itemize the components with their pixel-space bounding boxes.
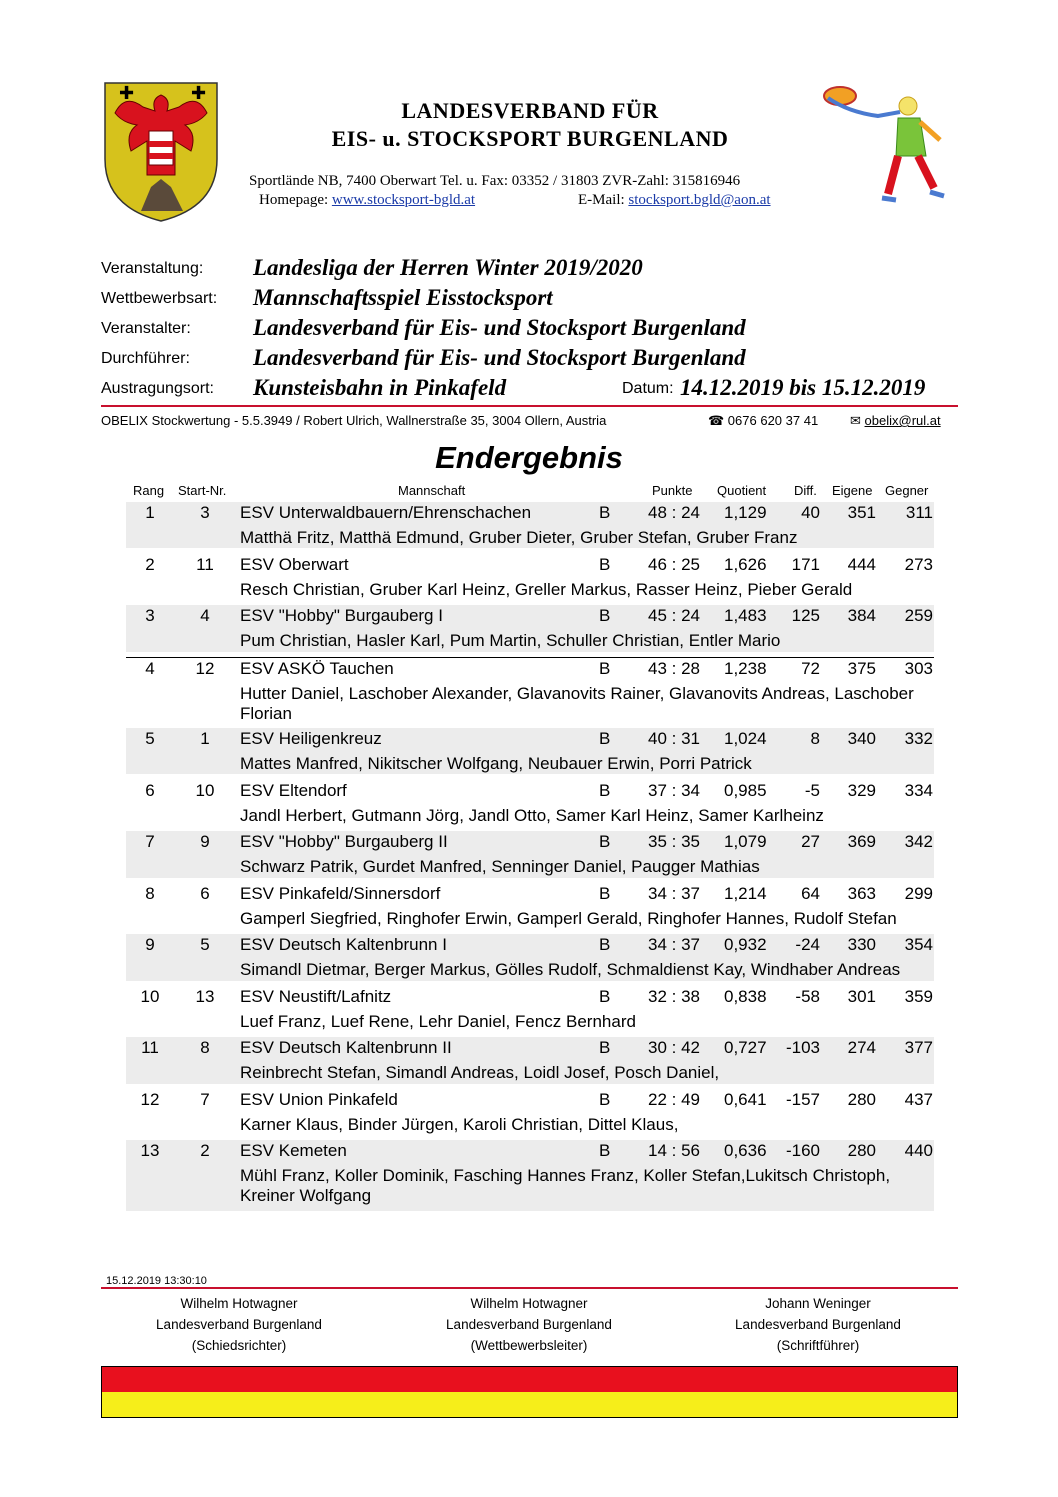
stock-player-icon: [818, 82, 958, 217]
svg-text:✚: ✚: [191, 83, 207, 104]
signature-org: Landesverband Burgenland: [446, 1317, 612, 1332]
cell-diff: -103: [785, 1038, 820, 1057]
cell-start: 3: [200, 503, 210, 522]
signature-org: Landesverband Burgenland: [735, 1317, 901, 1332]
cell-klasse: B: [599, 606, 611, 625]
cell-team: ESV Union Pinkafeld: [240, 1090, 398, 1109]
cell-gegner: 273: [904, 555, 933, 574]
veranstaltung-value: Landesliga der Herren Winter 2019/2020: [253, 255, 643, 280]
cell-quotient: 0,641: [724, 1090, 767, 1109]
email-link[interactable]: stocksport.bgld@aon.at: [628, 192, 771, 208]
header-address: Sportlände NB, 7400 Oberwart Tel. u. Fax: 03352 / 31803 ZVR-Zahl: 315816946: [249, 173, 741, 189]
results-title: Endergebnis: [435, 440, 623, 475]
cell-team: ESV "Hobby" Burgauberg I: [240, 606, 443, 625]
cell-punkte: 35 : 35: [648, 832, 700, 851]
cell-klasse: B: [599, 987, 611, 1006]
cell-team: ESV Deutsch Kaltenbrunn II: [240, 1038, 452, 1057]
team-members: Pum Christian, Hasler Karl, Pum Martin, Schuller Christian, Entler Mario: [240, 631, 781, 650]
phone-number: ☎ 0676 620 37 41: [708, 413, 819, 428]
cell-start: 6: [200, 884, 210, 903]
signature-org: Landesverband Burgenland: [156, 1317, 322, 1332]
cell-start: 1: [200, 729, 210, 748]
cell-gegner: 354: [904, 935, 933, 954]
cell-gegner: 377: [904, 1038, 933, 1057]
cell-start: 4: [200, 606, 210, 625]
cell-rang: 8: [145, 884, 155, 903]
cell-klasse: B: [599, 1038, 611, 1057]
signature-name: Johann Weninger: [765, 1296, 871, 1311]
team-members: Hutter Daniel, Laschober Alexander, Glavanovits Rainer, Glavanovits Andreas, Laschober Florian: [240, 684, 914, 723]
signature-schiedsrichter: [109, 1293, 369, 1356]
signature-wettbewerbsleiter: [399, 1293, 659, 1356]
cell-diff: 8: [810, 729, 820, 748]
header-title-line2: EIS- u. STOCKSPORT BURGENLAND: [331, 126, 729, 151]
cell-team: ESV Eltendorf: [240, 781, 347, 800]
cell-quotient: 1,214: [724, 884, 767, 903]
homepage-link[interactable]: www.stocksport-bgld.at: [331, 192, 476, 208]
cell-quotient: 1,626: [724, 555, 767, 574]
team-members: Reinbrecht Stefan, Simandl Andreas, Loidl Josef, Posch Daniel,: [240, 1063, 720, 1082]
cell-punkte: 48 : 24: [648, 503, 700, 522]
cell-start: 10: [195, 781, 215, 800]
cell-rang: 1: [145, 503, 155, 522]
cell-quotient: 1,024: [724, 729, 767, 748]
cell-rang: 7: [145, 832, 155, 851]
cell-gegner: 303: [904, 659, 933, 678]
flag-red-stripe: [102, 1367, 957, 1392]
cell-rang: 5: [145, 729, 155, 748]
cell-klasse: B: [599, 503, 611, 522]
cell-eigene: 274: [847, 1038, 876, 1057]
cell-team: ESV Deutsch Kaltenbrunn I: [240, 935, 447, 954]
cell-quotient: 1,238: [724, 659, 767, 678]
email-label: E-Mail:: [578, 192, 625, 208]
envelope-icon: ✉: [850, 413, 861, 428]
homepage-label: Homepage:: [259, 192, 329, 208]
cell-punkte: 37 : 34: [648, 781, 700, 800]
col-punkte: Punkte: [652, 483, 693, 498]
cell-start: 7: [200, 1090, 210, 1109]
cell-gegner: 440: [904, 1141, 933, 1160]
cell-diff: -58: [795, 987, 820, 1006]
cell-eigene: 369: [847, 832, 876, 851]
cell-team: ESV Kemeten: [240, 1141, 347, 1160]
cell-diff: -5: [804, 781, 820, 800]
cell-gegner: 259: [904, 606, 933, 625]
signature-schriftfuehrer: [688, 1293, 948, 1356]
cell-start: 12: [195, 659, 215, 678]
cell-punkte: 32 : 38: [648, 987, 700, 1006]
wettbewerbsart-label: Wettbewerbsart:: [101, 290, 218, 307]
cell-eigene: 329: [847, 781, 876, 800]
cell-rang: 12: [140, 1090, 160, 1109]
austragungsort-value: Kunsteisbahn in Pinkafeld: [253, 375, 507, 400]
cell-team: ESV "Hobby" Burgauberg II: [240, 832, 448, 851]
cell-eigene: 280: [847, 1090, 876, 1109]
cell-team: ESV Neustift/Lafnitz: [240, 987, 392, 1006]
durchfuehrer-value: Landesverband für Eis- und Stocksport Burgenland: [253, 345, 746, 370]
cell-klasse: B: [599, 832, 611, 851]
software-line: OBELIX Stockwertung - 5.5.3949 / Robert Ulrich, Wallnerstraße 35, 3004 Ollern, Austria: [101, 413, 607, 428]
team-members: Luef Franz, Luef Rene, Lehr Daniel, Fencz Bernhard: [240, 1012, 636, 1031]
signature-role: (Schriftführer): [776, 1338, 860, 1353]
cell-gegner: 332: [904, 729, 933, 748]
signature-name: Wilhelm Hotwagner: [180, 1296, 298, 1311]
table-row: [126, 554, 934, 600]
table-row: [126, 986, 934, 1032]
team-members: Simandl Dietmar, Berger Markus, Gölles Rudolf, Schmaldienst Kay, Windhaber Andreas: [240, 960, 901, 979]
cell-klasse: B: [599, 659, 611, 678]
cell-eigene: 363: [847, 884, 876, 903]
software-email-link[interactable]: obelix@rul.at: [864, 413, 941, 428]
cell-eigene: 280: [847, 1141, 876, 1160]
cell-eigene: 330: [847, 935, 876, 954]
cell-diff: 40: [801, 503, 820, 522]
cell-rang: 13: [140, 1141, 160, 1160]
flag-yellow-stripe: [102, 1392, 957, 1417]
cell-rang: 4: [145, 659, 155, 678]
cell-eigene: 375: [847, 659, 876, 678]
table-row: [126, 883, 934, 929]
footer-divider: [101, 1287, 958, 1289]
team-members: Jandl Herbert, Gutmann Jörg, Jandl Otto, Samer Karl Heinz, Samer Karlheinz: [240, 806, 824, 825]
cell-start: 8: [200, 1038, 210, 1057]
cell-punkte: 34 : 37: [648, 884, 700, 903]
team-members: Schwarz Patrik, Gurdet Manfred, Senninger Daniel, Paugger Mathias: [240, 857, 760, 876]
veranstalter-label: Veranstalter:: [101, 320, 191, 337]
cell-diff: -157: [785, 1090, 820, 1109]
table-row: [126, 728, 934, 774]
datum-label: Datum:: [622, 380, 674, 397]
col-mannschaft: Mannschaft: [398, 483, 466, 498]
cell-eigene: 301: [847, 987, 876, 1006]
cell-klasse: B: [599, 781, 611, 800]
cell-eigene: 340: [847, 729, 876, 748]
col-eigene: Eigene: [832, 483, 873, 498]
cell-quotient: 1,483: [724, 606, 767, 625]
col-gegner: Gegner: [885, 483, 929, 498]
cell-team: ESV Oberwart: [240, 555, 349, 574]
col-quotient: Quotient: [717, 483, 767, 498]
cell-start: 13: [195, 987, 215, 1006]
cell-gegner: 299: [904, 884, 933, 903]
cell-rang: 10: [140, 987, 160, 1006]
table-row: [126, 605, 934, 652]
cell-rang: 11: [141, 1038, 159, 1057]
cell-punkte: 22 : 49: [648, 1090, 700, 1109]
cell-gegner: 334: [904, 781, 933, 800]
table-row: [126, 1140, 934, 1211]
cell-quotient: 1,079: [724, 832, 767, 851]
cell-punkte: 40 : 31: [648, 729, 700, 748]
cell-quotient: 0,985: [724, 781, 767, 800]
signature-name: Wilhelm Hotwagner: [470, 1296, 588, 1311]
cell-diff: 64: [801, 884, 820, 903]
col-start: Start-Nr.: [178, 483, 227, 498]
cell-team: ESV Unterwaldbauern/Ehrenschachen: [240, 503, 532, 522]
table-row: [126, 502, 934, 548]
cell-diff: -24: [795, 935, 820, 954]
veranstalter-value: Landesverband für Eis- und Stocksport Burgenland: [253, 315, 746, 340]
cell-diff: 171: [791, 555, 820, 574]
header-title-line1: LANDESVERBAND FÜR: [401, 98, 659, 123]
cell-quotient: 0,636: [724, 1141, 767, 1160]
cell-rang: 3: [145, 606, 155, 625]
cell-diff: 72: [801, 659, 820, 678]
cell-klasse: B: [599, 1090, 611, 1109]
cell-start: 2: [200, 1141, 210, 1160]
team-members: Gamperl Siegfried, Ringhofer Erwin, Gamperl Gerald, Ringhofer Hannes, Rudolf Stefan: [240, 909, 897, 928]
cell-punkte: 14 : 56: [648, 1141, 700, 1160]
cell-quotient: 0,838: [724, 987, 767, 1006]
cell-punkte: 45 : 24: [648, 606, 700, 625]
cell-diff: 27: [801, 832, 820, 851]
team-members: Matthä Fritz, Matthä Edmund, Gruber Dieter, Gruber Stefan, Gruber Franz: [240, 528, 798, 547]
table-row: [126, 934, 934, 981]
cell-punkte: 46 : 25: [648, 555, 700, 574]
cell-team: ESV Heiligenkreuz: [240, 729, 382, 748]
cell-klasse: B: [599, 935, 611, 954]
cell-gegner: 311: [905, 503, 933, 522]
cell-eigene: 351: [847, 503, 876, 522]
cell-eigene: 444: [847, 555, 876, 574]
cell-punkte: 34 : 37: [648, 935, 700, 954]
cell-gegner: 359: [904, 987, 933, 1006]
cell-start: 5: [200, 935, 210, 954]
cell-start: 9: [200, 832, 210, 851]
cell-klasse: B: [599, 729, 611, 748]
cell-quotient: 0,932: [724, 935, 767, 954]
signature-role: (Schiedsrichter): [191, 1338, 287, 1353]
table-row: [126, 780, 934, 826]
cell-rang: 2: [145, 555, 155, 574]
table-row: [126, 831, 934, 878]
header-divider: [101, 405, 958, 407]
cell-eigene: 384: [847, 606, 876, 625]
cell-diff: -160: [785, 1141, 820, 1160]
cell-start: 11: [196, 555, 214, 574]
cell-diff: 125: [791, 606, 820, 625]
cell-klasse: B: [599, 1141, 611, 1160]
cell-quotient: 1,129: [724, 503, 767, 522]
cell-klasse: B: [599, 884, 611, 903]
software-email: [850, 413, 941, 429]
cell-gegner: 342: [904, 832, 933, 851]
cell-rang: 6: [145, 781, 155, 800]
austragungsort-label: Austragungsort:: [101, 380, 214, 397]
durchfuehrer-label: Durchführer:: [101, 350, 190, 367]
header-email: [578, 192, 771, 209]
team-members: Mattes Manfred, Nikitscher Wolfgang, Neubauer Erwin, Porri Patrick: [240, 754, 752, 773]
print-timestamp: 15.12.2019 13:30:10: [106, 1275, 207, 1287]
svg-text:✚: ✚: [119, 83, 135, 104]
coat-of-arms-icon: [101, 79, 221, 225]
cell-gegner: 437: [904, 1090, 933, 1109]
cell-punkte: 30 : 42: [648, 1038, 700, 1057]
cell-punkte: 43 : 28: [648, 659, 700, 678]
signature-role: (Wettbewerbsleiter): [470, 1338, 588, 1353]
table-row: [126, 1037, 934, 1084]
cell-klasse: B: [599, 555, 611, 574]
datum-value: 14.12.2019 bis 15.12.2019: [680, 375, 926, 400]
table-row: [126, 657, 934, 725]
col-diff: Diff.: [794, 483, 817, 498]
cell-team: ESV Pinkafeld/Sinnersdorf: [240, 884, 441, 903]
header-homepage: [259, 192, 475, 209]
cell-team: ESV ASKÖ Tauchen: [240, 659, 394, 678]
cell-quotient: 0,727: [724, 1038, 767, 1057]
team-members: Resch Christian, Gruber Karl Heinz, Greller Markus, Rasser Heinz, Pieber Gerald: [240, 580, 853, 599]
veranstaltung-label: Veranstaltung:: [101, 260, 204, 277]
team-members: Mühl Franz, Koller Dominik, Fasching Hannes Franz, Koller Stefan,Lukitsch Christoph, Kreiner Wolfgang: [240, 1166, 891, 1205]
col-rang: Rang: [133, 483, 165, 498]
team-members: Karner Klaus, Binder Jürgen, Karoli Christian, Dittel Klaus,: [240, 1115, 679, 1134]
burgenland-flag: [101, 1366, 958, 1418]
table-row: [126, 1089, 934, 1135]
cell-rang: 9: [145, 935, 155, 954]
wettbewerbsart-value: Mannschaftsspiel Eisstocksport: [253, 285, 553, 310]
